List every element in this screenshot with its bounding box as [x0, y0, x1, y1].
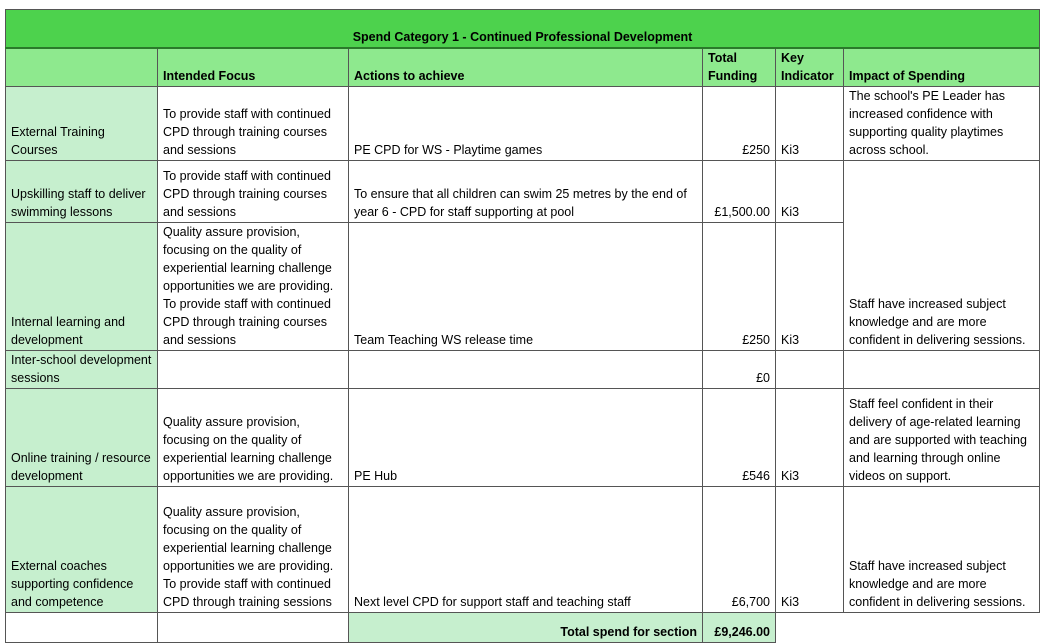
table-title: Spend Category 1 - Continued Professional Development — [6, 10, 1040, 49]
table-row — [6, 161, 1040, 223]
row-category: Online training / resource development — [6, 389, 158, 487]
row-action: Next level CPD for support staff and teaching staff — [349, 487, 703, 613]
row-impact: Staff feel confident in their delivery of age-related learning and are supported with teaching and learning through online videos on support. — [844, 389, 1040, 487]
row-focus: To provide staff with continued CPD through training courses and sessions — [158, 161, 349, 223]
total-value: £9,246.00 — [703, 613, 776, 643]
row-impact: Staff have increased subject knowledge and are more confident in delivering sessions. — [844, 487, 1040, 613]
row-category: Internal learning and development — [6, 223, 158, 351]
row-category: External Training Courses — [6, 87, 158, 161]
total-empty-cell — [6, 613, 158, 643]
row-funding: £0 — [703, 351, 776, 389]
row-funding: £250 — [703, 223, 776, 351]
row-funding: £1,500.00 — [703, 161, 776, 223]
header-category — [6, 48, 158, 87]
row-funding: £6,700 — [703, 487, 776, 613]
row-focus: Quality assure provision, focusing on the quality of experiential learning challenge opportunities we are providing. — [158, 389, 349, 487]
header-actions: Actions to achieve — [349, 48, 703, 87]
row-impact: The school's PE Leader has increased confidence with supporting quality playtimes across school. — [844, 87, 1040, 161]
header-intended-focus: Intended Focus — [158, 48, 349, 87]
spend-table — [5, 9, 1040, 643]
header-key-indicator: Key Indicator — [776, 48, 844, 87]
row-funding: £250 — [703, 87, 776, 161]
row-action: Team Teaching WS release time — [349, 223, 703, 351]
total-empty-cell — [776, 613, 844, 643]
row-impact: Staff have increased subject knowledge and are more confident in delivering sessions. — [844, 161, 1040, 351]
row-focus: Quality assure provision, focusing on the quality of experiential learning challenge opportunities we are providing. To provide staff with continued CPD through training sessions — [158, 487, 349, 613]
total-empty-cell — [158, 613, 349, 643]
table-row — [6, 351, 1040, 389]
table-row — [6, 87, 1040, 161]
row-indicator: Ki3 — [776, 389, 844, 487]
row-category: Upskilling staff to deliver swimming lessons — [6, 161, 158, 223]
row-focus: Quality assure provision, focusing on the quality of experiential learning challenge opportunities we are providing. To provide staff with continued CPD through training courses and sessions — [158, 223, 349, 351]
row-category: Inter-school development sessions — [6, 351, 158, 389]
row-action: To ensure that all children can swim 25 metres by the end of year 6 - CPD for staff supporting at pool — [349, 161, 703, 223]
header-impact: Impact of Spending — [844, 48, 1040, 87]
row-focus: To provide staff with continued CPD through training courses and sessions — [158, 87, 349, 161]
total-label: Total spend for section — [349, 613, 703, 643]
row-indicator: Ki3 — [776, 487, 844, 613]
row-impact — [844, 351, 1040, 389]
table-row — [6, 389, 1040, 487]
row-indicator: Ki3 — [776, 161, 844, 223]
row-focus — [158, 351, 349, 389]
row-action: PE CPD for WS - Playtime games — [349, 87, 703, 161]
row-funding: £546 — [703, 389, 776, 487]
row-category: External coaches supporting confidence and competence — [6, 487, 158, 613]
total-row — [6, 613, 1040, 643]
row-indicator: Ki3 — [776, 87, 844, 161]
total-empty-cell — [844, 613, 1040, 643]
row-action: PE Hub — [349, 389, 703, 487]
row-indicator: Ki3 — [776, 223, 844, 351]
row-indicator — [776, 351, 844, 389]
header-total-funding: Total Funding — [703, 48, 776, 87]
header-row — [6, 48, 1040, 87]
row-action — [349, 351, 703, 389]
table-row — [6, 487, 1040, 613]
